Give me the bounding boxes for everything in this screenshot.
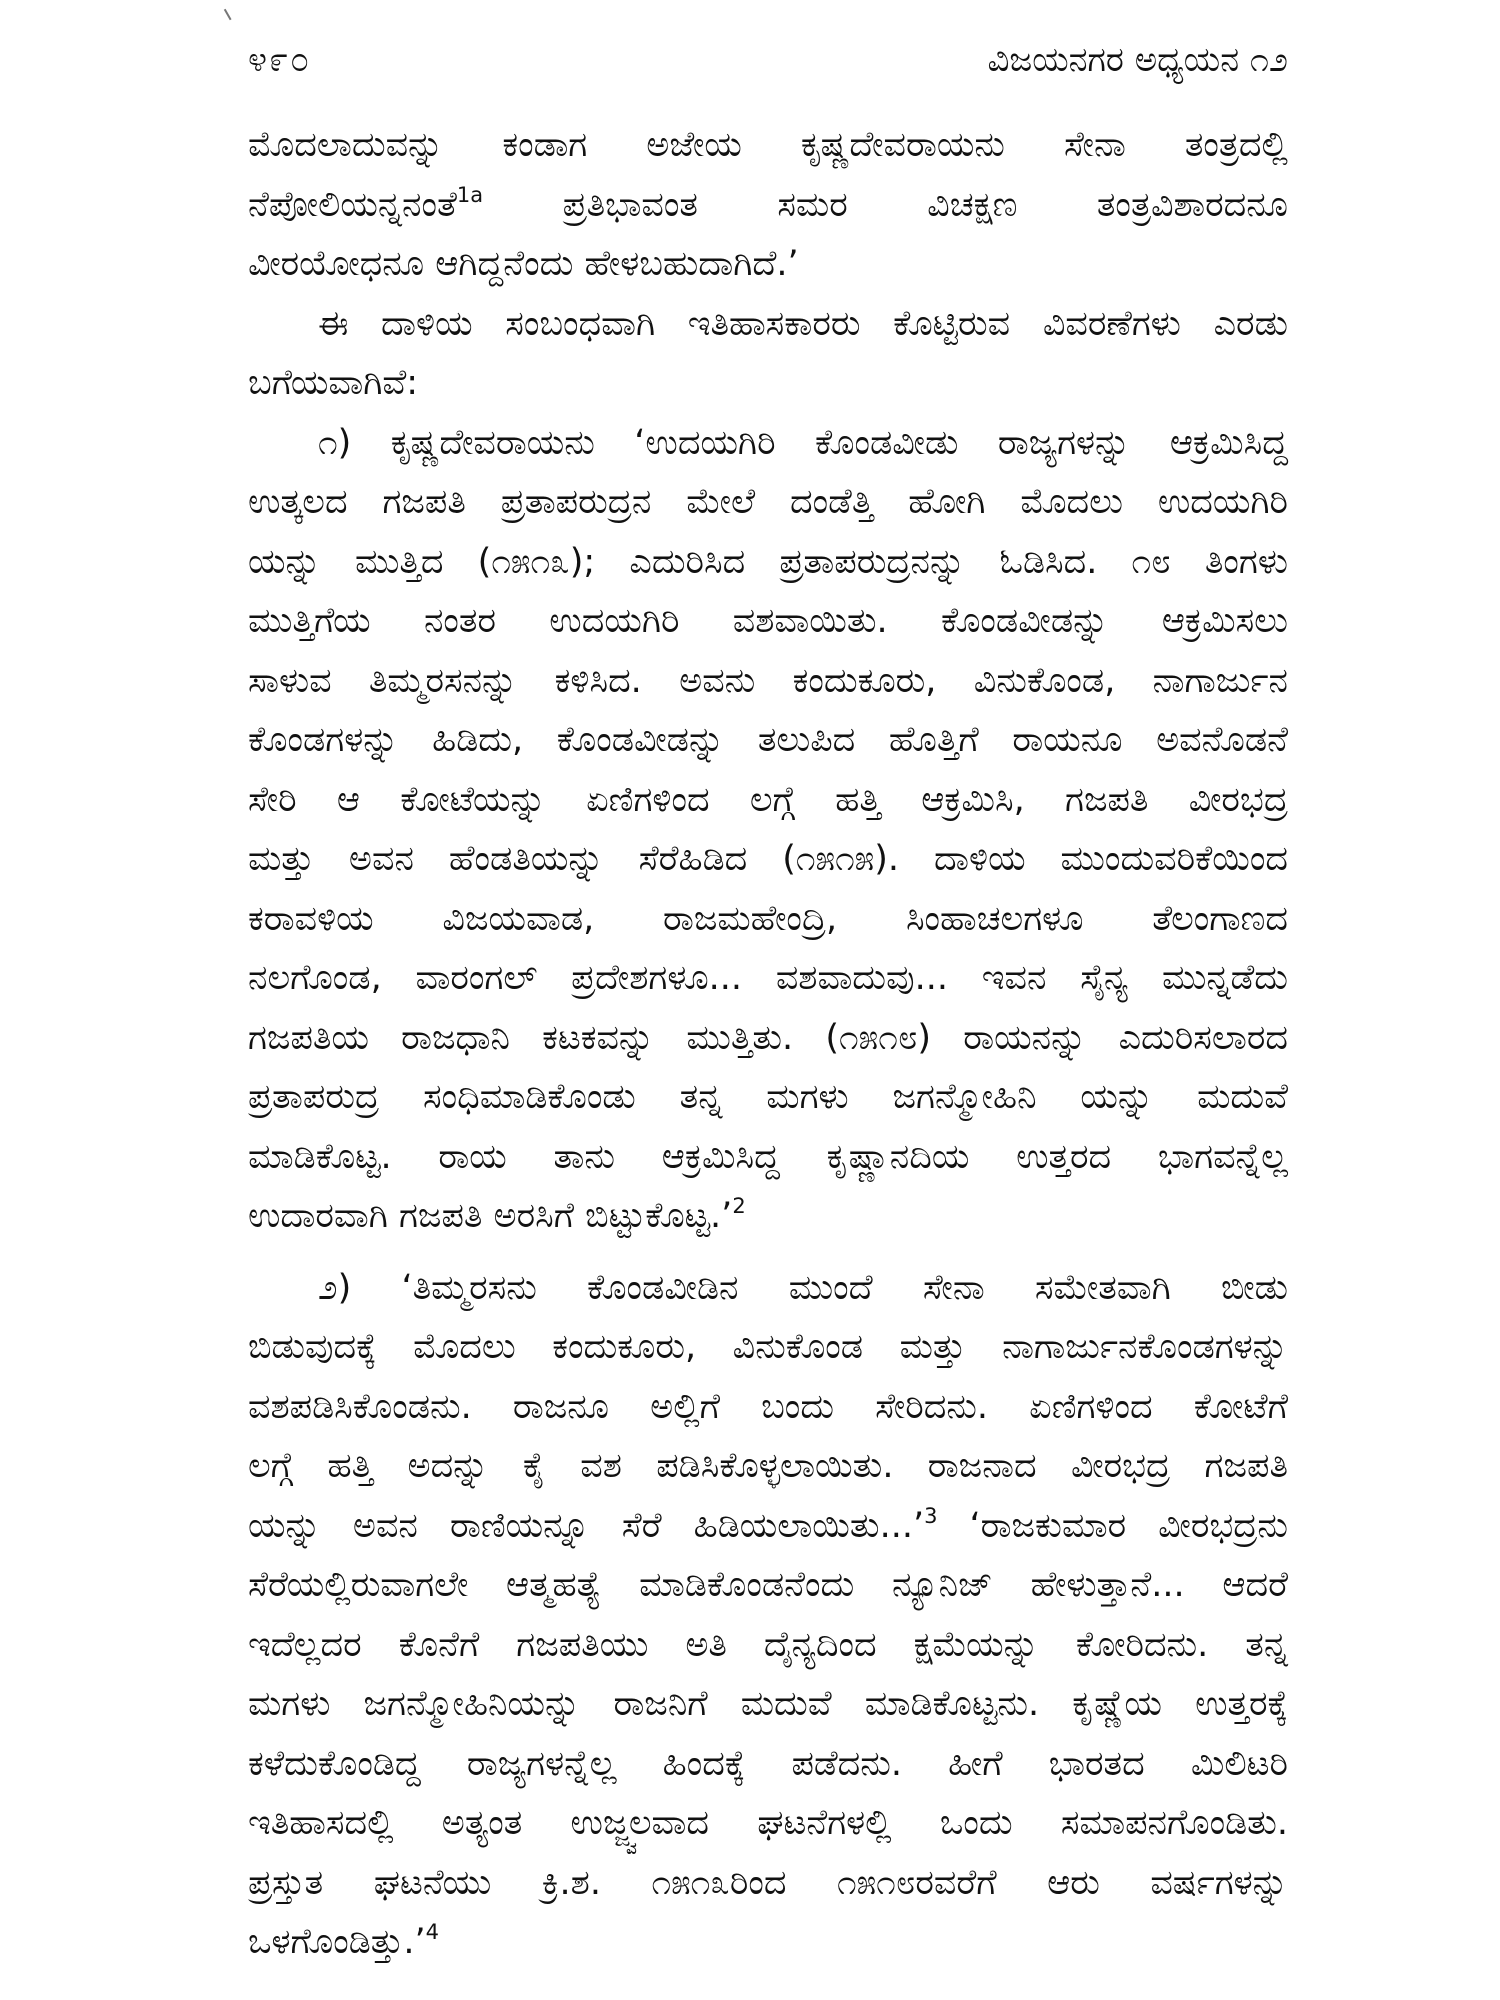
text-line — [248, 1128, 1288, 1188]
text-line-content: ಉದಾರವಾಗಿ ಗಜಪತಿ ಅರಸಿಗೆ ಬಿಟ್ಟುಕೊಟ್ಟ.’ — [248, 1196, 733, 1236]
text-line-content: ಮಗಳು ಜಗನ್ಮೋಹಿನಿಯನ್ನು ರಾಜನಿಗೆ ಮದುವೆ ಮಾಡಿಕೊಟ್ಟನು. ಕೃಷ್ಣೆಯ ಉತ್ತರಕ್ಕೆ — [248, 1684, 1288, 1724]
text-line-content: ಮತ್ತು ಅವನ ಹೆಂಡತಿಯನ್ನು ಸೆರೆಹಿಡಿದ (೧೫೧೫). ದಾಳಿಯ ಮುಂದುವರಿಕೆಯಿಂದ — [248, 839, 1288, 879]
text-line-content: ಇದೆಲ್ಲದರ ಕೊನೆಗೆ ಗಜಪತಿಯು ಅತಿ ದೈನ್ಯದಿಂದ ಕ್ಷಮೆಯನ್ನು ಕೋರಿದನು. ತನ್ನ — [248, 1624, 1288, 1665]
running-title: ವಿಜಯನಗರ ಅಧ್ಯಯನ ೧೨ — [987, 40, 1288, 80]
text-line — [248, 1675, 1288, 1735]
text-line-content: ಯನ್ನು ಅವನ ರಾಣಿಯನ್ನೂ ಸೆರೆ ಹಿಡಿಯಲಾಯಿತು...’ — [248, 1505, 925, 1546]
text-line-content: ಪ್ರತಾಪರುದ್ರ ಸಂಧಿಮಾಡಿಕೊಂಡು ತನ್ನ ಮಗಳು ಜಗನ್ಮೋಹಿನಿ ಯನ್ನು ಮದುವೆ — [248, 1077, 1288, 1117]
text-line-continuation: ಪ್ರತಿಭಾವಂತ ಸಮರ ವಿಚಕ್ಷಣ ತಂತ್ರವಿಶಾರದನೂ — [483, 184, 1288, 225]
text-line — [248, 1854, 1288, 1914]
text-line — [248, 890, 1288, 950]
text-line — [248, 949, 1288, 1009]
text-line — [248, 1318, 1288, 1378]
footnote-marker: 3 — [924, 1503, 938, 1528]
text-line-content: ಲಗ್ಗೆ ಹತ್ತಿ ಅದನ್ನು ಕೈ ವಶ ಪಡಿಸಿಕೊಳ್ಳಲಾಯಿತು. ರಾಜನಾದ ವೀರಭದ್ರ ಗಜಪತಿ — [248, 1446, 1288, 1486]
text-line-content: ೧) ಕೃಷ್ಣದೇವರಾಯನು ‘ಉದಯಗಿರಿ ಕೊಂಡವೀಡು ರಾಜ್ಯಗಳನ್ನು ಆಕ್ರಮಿಸಿದ್ದ — [318, 422, 1288, 463]
text-line-content: ನಲಗೊಂಡ, ವಾರಂಗಲ್ ಪ್ರದೇಶಗಳೂ... ವಶವಾದುವು... ಇವನ ಸೈನ್ಯ ಮುನ್ನಡೆದು — [248, 958, 1288, 998]
page-header — [248, 30, 1288, 94]
text-line-content: ಪ್ರಸ್ತುತ ಘಟನೆಯು ಕ್ರಿ.ಶ. ೧೫೧೩ರಿಂದ ೧೫೧೮ರವರೆಗೆ ಆರು ವರ್ಷಗಳನ್ನು — [248, 1862, 1288, 1903]
footnote-marker: 4 — [425, 1920, 440, 1944]
text-line — [248, 1378, 1288, 1438]
text-line-content: ಒಳಗೊಂಡಿತ್ತು.’ — [248, 1922, 426, 1962]
text-line-content: ನೆಪೋಲಿಯನ್ನನಂತೆ — [248, 184, 457, 225]
text-line-content: ಮುತ್ತಿಗೆಯ ನಂತರ ಉದಯಗಿರಿ ವಶವಾಯಿತು. ಕೊಂಡವೀಡನ್ನು ಆಕ್ರಮಿಸಲು — [248, 601, 1288, 641]
footnote-marker: 1a — [456, 182, 484, 207]
paragraph-gap — [248, 1247, 1288, 1259]
text-line-content: ಮಾಡಿಕೊಟ್ಟ. ರಾಯ ತಾನು ಆಕ್ರಮಿಸಿದ್ದ ಕೃಷ್ಣಾನದಿಯ ಉತ್ತರದ ಭಾಗವನ್ನೆಲ್ಲ — [248, 1136, 1288, 1177]
text-line — [248, 533, 1288, 593]
text-line-content: ಕಳೆದುಕೊಂಡಿದ್ದ ರಾಜ್ಯಗಳನ್ನೆಲ್ಲ ಹಿಂದಕ್ಕೆ ಪಡೆದನು. ಹೀಗೆ ಭಾರತದ ಮಿಲಿಟರಿ — [248, 1743, 1288, 1784]
text-line — [248, 473, 1288, 533]
text-line — [248, 1068, 1288, 1128]
text-line — [248, 1794, 1288, 1854]
text-line — [248, 1556, 1288, 1616]
text-line — [248, 830, 1288, 890]
text-line-content: ವೀರಯೋಧನೂ ಆಗಿದ್ದನೆಂದು ಹೇಳಬಹುದಾಗಿದೆ.’ — [248, 244, 799, 284]
text-line-content: ಕೊಂಡಗಳನ್ನು ಹಿಡಿದು, ಕೊಂಡವೀಡನ್ನು ತಲುಪಿದ ಹೊತ್ತಿಗೆ ರಾಯನೂ ಅವನೊಡನೆ — [248, 720, 1288, 760]
footnote-marker: 2 — [732, 1194, 746, 1218]
text-line — [248, 592, 1288, 652]
text-line-content: ಯನ್ನು ಮುತ್ತಿದ (೧೫೧೩); ಎದುರಿಸಿದ ಪ್ರತಾಪರುದ್ರನನ್ನು ಓಡಿಸಿದ. ೧೮ ತಿಂಗಳು — [248, 541, 1288, 582]
text-line — [248, 771, 1288, 831]
text-line-continuation: ‘ರಾಜಕುಮಾರ ವೀರಭದ್ರನು — [937, 1505, 1288, 1546]
text-line — [248, 295, 1288, 355]
text-line — [248, 354, 1288, 414]
text-line — [248, 116, 1288, 176]
text-line-content: ಬಿಡುವುದಕ್ಕೆ ಮೊದಲು ಕಂದುಕೂರು, ವಿನುಕೊಂಡ ಮತ್ತು ನಾಗಾರ್ಜುನಕೊಂಡಗಳನ್ನು — [248, 1327, 1288, 1367]
text-line — [248, 1735, 1288, 1795]
text-line — [248, 711, 1288, 771]
text-line-content: ಗಜಪತಿಯ ರಾಜಧಾನಿ ಕಟಕವನ್ನು ಮುತ್ತಿತು. (೧೫೧೮) ರಾಯನನ್ನು ಎದುರಿಸಲಾರದ — [248, 1017, 1288, 1058]
text-line — [248, 414, 1288, 474]
text-line-content: ಈ ದಾಳಿಯ ಸಂಬಂಧವಾಗಿ ಇತಿಹಾಸಕಾರರು ಕೊಟ್ಟಿರುವ ವಿವರಣೆಗಳು ಎರಡು — [318, 303, 1288, 344]
text-line — [248, 176, 1288, 236]
text-line-content: ಬಗೆಯವಾಗಿವೆ: — [248, 363, 419, 403]
text-line-content: ಸೇರಿ ಆ ಕೋಟೆಯನ್ನು ಏಣಿಗಳಿಂದ ಲಗ್ಗೆ ಹತ್ತಿ ಆಕ್ರಮಿಸಿ, ಗಜಪತಿ ವೀರಭದ್ರ — [248, 779, 1288, 820]
text-line-content: ಕರಾವಳಿಯ ವಿಜಯವಾಡ, ರಾಜಮಹೇಂದ್ರಿ, ಸಿಂಹಾಚಲಗಳೂ ತೆಲಂಗಾಣದ — [248, 898, 1288, 939]
text-line — [248, 1187, 1288, 1247]
text-line — [248, 235, 1288, 295]
text-line-content: ಇತಿಹಾಸದಲ್ಲಿ ಅತ್ಯಂತ ಉಜ್ಜ್ವಲವಾದ ಘಟನೆಗಳಲ್ಲಿ ಒಂದು ಸಮಾಪನಗೊಂಡಿತು. — [248, 1803, 1288, 1843]
text-line — [248, 1009, 1288, 1069]
text-line — [248, 1616, 1288, 1676]
text-line — [248, 1437, 1288, 1497]
text-line-content: ೨) ‘ತಿಮ್ಮರಸನು ಕೊಂಡವೀಡಿನ ಮುಂದೆ ಸೇನಾ ಸಮೇತವಾಗಿ ಬೀಡು — [318, 1267, 1288, 1308]
page-number: ೪೯೦ — [248, 40, 312, 80]
text-line — [248, 652, 1288, 712]
text-line-content: ಉತ್ಕಲದ ಗಜಪತಿ ಪ್ರತಾಪರುದ್ರನ ಮೇಲೆ ದಂಡೆತ್ತಿ ಹೋಗಿ ಮೊದಲು ಉದಯಗಿರಿ — [248, 482, 1288, 522]
body-text — [248, 116, 1288, 1973]
text-line — [248, 1259, 1288, 1319]
text-line-content: ವಶಪಡಿಸಿಕೊಂಡನು. ರಾಜನೂ ಅಲ್ಲಿಗೆ ಬಂದು ಸೇರಿದನು. ಏಣಿಗಳಿಂದ ಕೋಟೆಗೆ — [248, 1386, 1288, 1427]
print-speck — [224, 4, 240, 20]
text-line — [248, 1497, 1288, 1557]
text-line — [248, 1913, 1288, 1973]
text-line-content: ಮೊದಲಾದುವನ್ನು ಕಂಡಾಗ ಅಜೇಯ ಕೃಷ್ಣದೇವರಾಯನು ಸೇನಾ ತಂತ್ರದಲ್ಲಿ — [248, 125, 1288, 165]
text-line-content: ಸೆರೆಯಲ್ಲಿರುವಾಗಲೇ ಆತ್ಮಹತ್ಯೆ ಮಾಡಿಕೊಂಡನೆಂದು ನ್ಯೂನಿಜ್ ಹೇಳುತ್ತಾನೆ... ಆದರೆ — [248, 1565, 1288, 1605]
text-line-content: ಸಾಳುವ ತಿಮ್ಮರಸನನ್ನು ಕಳಿಸಿದ. ಅವನು ಕಂದುಕೂರು, ವಿನುಕೊಂಡ, ನಾಗಾರ್ಜುನ — [248, 660, 1288, 701]
